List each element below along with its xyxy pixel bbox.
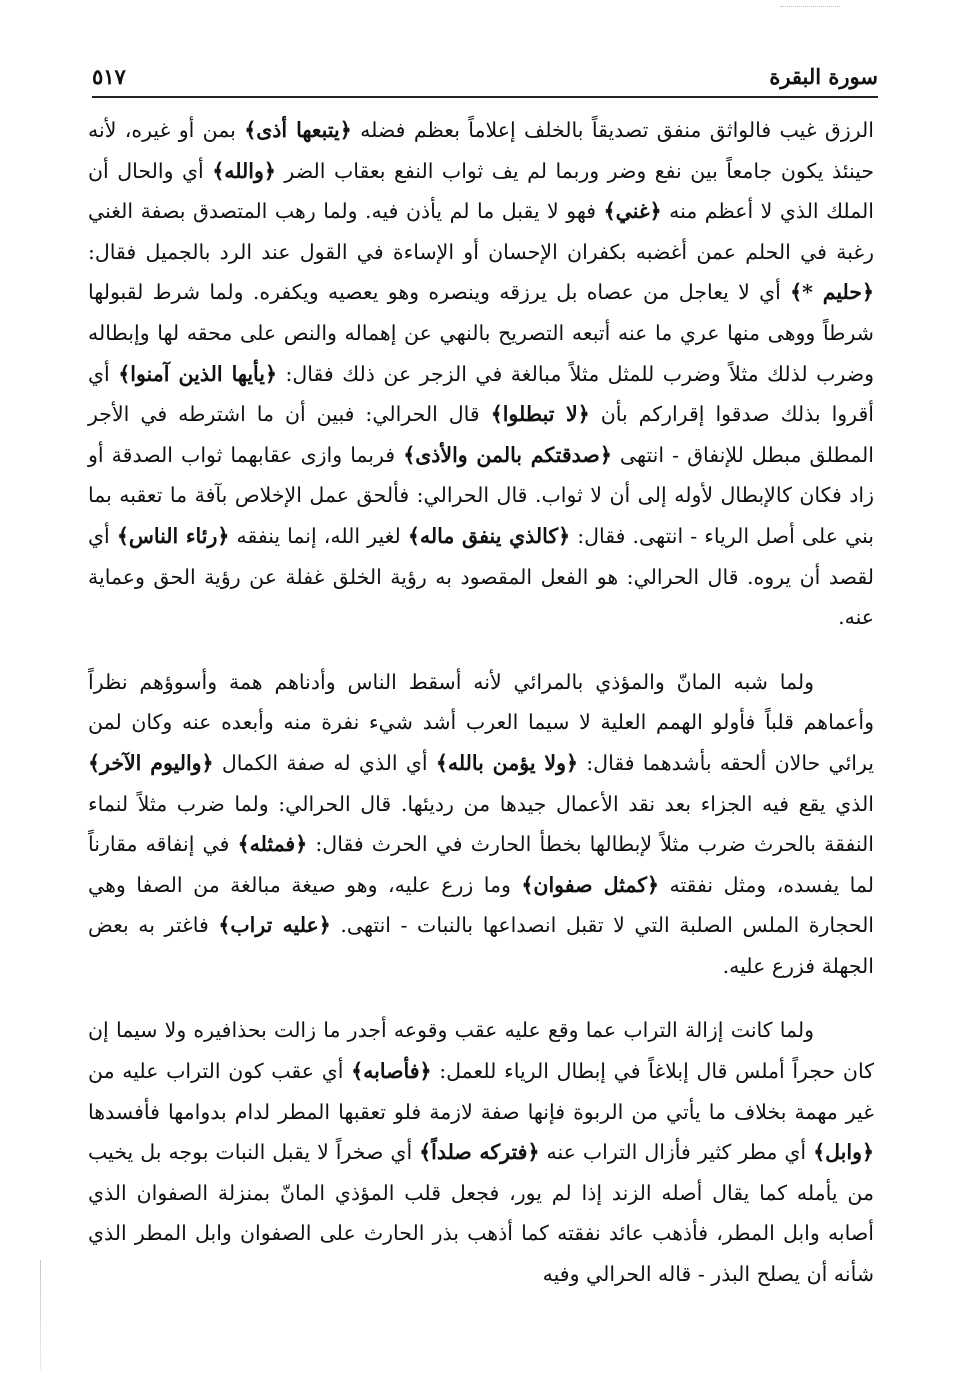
text-run: أي والحال أن الملك الذي لا أعظم منه xyxy=(88,158,874,224)
text-run: فهو لا يقبل ما لم يأذن فيه. ولما رهب المتصدق بصفة الغني رغبة في الحلم عمن أغضبه بكفران الإحسان أو الإساءة في القول عند الرد بالجميل فقال: xyxy=(88,199,874,264)
quran-quote: ﴿كالذي ينفق ماله﴾ xyxy=(407,523,571,548)
text-run: لغير الله، إنما ينفقه xyxy=(229,523,408,548)
text-run: قال الحرالي: فبين أن ما اشترطه في الأجر المطلق مبطل للإنفاق - انتهى xyxy=(88,402,874,467)
body-text xyxy=(88,110,874,1295)
text-run: أي أقروا بذلك صدقوا إقراركم بأن xyxy=(88,361,874,427)
page-number: ٥١٧ xyxy=(92,64,126,89)
quran-quote: ﴿حليم *﴾ xyxy=(790,280,874,305)
text-run: الرزق غيب فالواثق منفق تصديقاً بالخلف إعلاماً بعظم فضله xyxy=(351,118,874,142)
quran-quote: ﴿لا تبطلوا﴾ xyxy=(490,402,590,427)
scan-artifact-margin xyxy=(40,1260,41,1370)
text-run: أي مطر كثير فأزال التراب عنه xyxy=(539,1140,814,1165)
quran-quote: ﴿فتركه صلداً﴾ xyxy=(419,1140,540,1165)
quran-quote: ﴿والله﴾ xyxy=(212,158,276,183)
quran-quote: ﴿رئاء الناس﴾ xyxy=(116,523,230,548)
quran-quote: ﴿واليوم الآخر﴾ xyxy=(88,750,214,775)
quran-quote: ﴿ولا يؤمن بالله﴾ xyxy=(435,750,579,775)
scan-artifact-top xyxy=(780,0,840,7)
text-run: بمن أو غيره، لأنه حينئذ يكون جامعاً بين نفع وضر وربما لم يف ثواب النفع بعقاب الضر xyxy=(88,118,874,183)
paragraph xyxy=(88,1010,874,1294)
text-run: الذي يقع فيه الجزاء بعد نقد الأعمال جيدها من رديئها. قال الحرالي: ولما ضرب مثلاً لنماء النفقة بالحرث ضرب مثلاً لإبطالها بخطأ الحارث في الحرث فقال: xyxy=(88,791,874,857)
text-run: ولما كانت إزالة التراب عما وقع عليه عقب وقوعه أجدر ما زالت بحذافيره ولا سيما إن كان حجراً أملس قال إبلاغاً في إبطال الرياء للعمل: xyxy=(88,1018,874,1084)
quran-quote: ﴿فمثله﴾ xyxy=(237,832,308,857)
quran-quote: ﴿وابل﴾ xyxy=(813,1140,874,1165)
text-run: أي لا يعاجل من عصاه بل يرزقه وينصره وهو يعصيه ويكفره. ولما شرط لقبولها شرطاً ووهى منها عري ما عنه أتبعه التصريح بالنهي عن إهماله والنص على محقه لها وإبطاله وضرب لذلك مثلاً وضرب للمثل مثلاً مبالغة في الزجر عن ذلك فقال: xyxy=(88,280,874,386)
surah-title: سورة البقرة xyxy=(769,64,878,89)
quran-quote: ﴿يأيها الذين آمنوا﴾ xyxy=(118,361,277,386)
text-run: أي الذي له صفة الكمال xyxy=(213,750,436,775)
text-run: أي لقصد أن يروه. قال الحرالي: هو الفعل المقصود به رؤية الخلق غفلة عن رؤية الحق وعماية عنه. xyxy=(88,523,874,630)
quran-quote: ﴿عليه تراب﴾ xyxy=(218,913,331,938)
quran-quote: ﴿كمثل صفوان﴾ xyxy=(521,872,659,897)
quran-quote: ﴿يتبعها أذى﴾ xyxy=(244,118,352,142)
text-run: ولما شبه المانّ والمؤذي بالمرائي لأنه أسقط الناس وأدناهم همة وأسوؤهم نظراً وأعماهم قلباً فأولو الهمم العلية لا سيما العرب أشد شيء نفرة منه وأبعده عنه وكان لمن يرائي حالان ألحقه بأشدهما فقال: xyxy=(88,669,874,775)
text-run: فربما وازى عقابهما ثواب الصدقة أو زاد فكان كالإبطال لأوله إلى أن لا ثواب. قال الحرالي: فألحق عمل الإخلاص بآفة ما تعقبه بما بني على أصل الرياء - انتهى. فقال: xyxy=(88,442,875,548)
text-run: فاغتر به بعض الجهلة فزرع عليه. xyxy=(88,913,874,978)
paragraph xyxy=(88,110,874,638)
text-run: وما زرع عليه، وهو صيغة مبالغة من الصفا وهي الحجارة الملس الصلبة التي لا تقبل انصداعها بالنبات - انتهى. xyxy=(88,872,875,938)
quran-quote: ﴿صدقتكم بالمن والأذى﴾ xyxy=(403,442,612,467)
text-run: في إنفاقه مقارناً لما يفسده، ومثل نفقته xyxy=(88,832,874,897)
quran-quote: ﴿غني﴾ xyxy=(603,199,662,224)
paragraph xyxy=(88,662,874,987)
page-header xyxy=(92,62,878,98)
text-run: أي عقب كون التراب عليه من غير مهمة بخلاف ما يأتي من الربوة فإنها صفة لازمة فلو تعقبها المطر لدام بدوامها فأفسدها xyxy=(88,1059,874,1124)
quran-quote: ﴿فأصابه﴾ xyxy=(351,1059,432,1084)
text-run: أي صخراً لا يقبل النبات بوجه بل يخيب من يأمله كما يقال أصله الزند إذا لم يور، فجعل قلب المؤذي المانّ بمنزلة الصفوان الذي أصابه وابل المطر، فأذهب عائد نفقته كما أذهب بذر الحارث على الصفوان وابل المطر الذي شأنه أن يصلح البذر - قاله الحرالي وفيه xyxy=(88,1140,874,1287)
